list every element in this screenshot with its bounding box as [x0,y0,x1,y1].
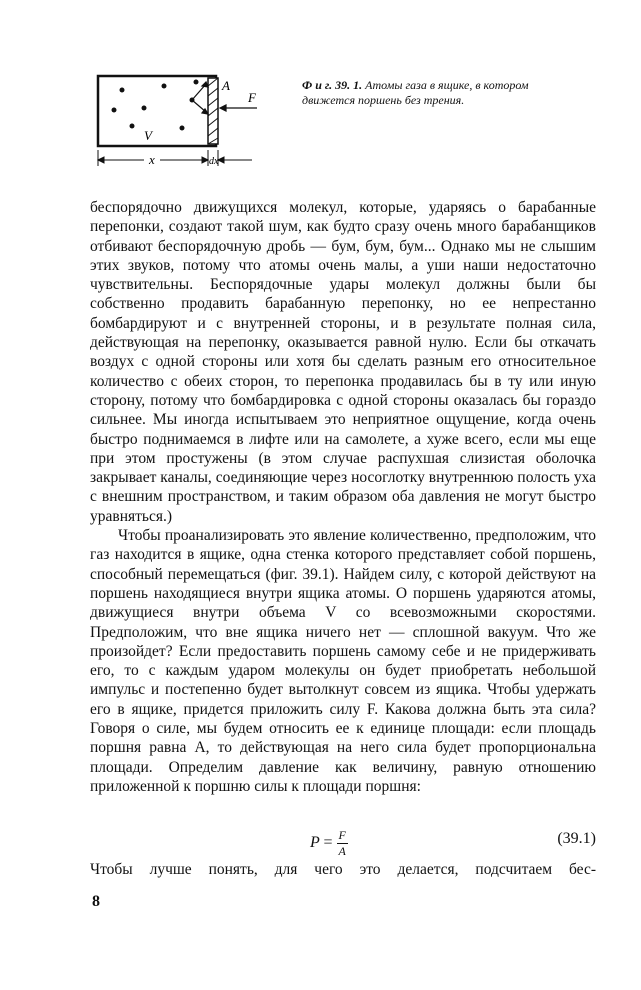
page-number: 8 [92,893,100,910]
equation-denominator: A [338,844,346,858]
continuation-line: Чтобы лучше понять, для чего это делается, подсчитаем бес- [90,861,596,878]
equation-39-1 [90,820,596,860]
equation-number: (39.1) [557,830,596,847]
label-F: F [248,90,256,105]
equation-fraction [337,828,348,859]
equation-numerator: F [338,828,346,842]
label-dx: dx [209,156,219,167]
caption-lead: Ф и г. 39. 1. [302,78,363,92]
caption-text: Атомы газа в ящике, в котором движется поршень без трения. [302,78,529,107]
label-A: A [222,78,230,93]
body-text [90,198,596,796]
piston [208,78,218,144]
equation-sign: = [323,834,333,852]
figure-39-1 [92,68,272,178]
dimension-x [98,150,252,166]
label-V: V [144,128,152,143]
paragraph-1: беспорядочно движущихся молекул, которые, ударяясь о барабанные перепонки, создают такой шум, как будто сразу очень много барабанщиков отбивают беспорядочную дробь — бум, бум, бум... Однако мы не слышим этих звуков, потому что атомы очень малы, а уши наши недостаточно чувствительны. Беспорядочные удары молекул должны были бы собственно продавить барабанную перепонку, но ее непрестанно бомбардируют и с внутренней стороны, и в результате полная сила, действующая на перепонку, оказывается равной нулю. Если бы откачать воздух с одной стороны или хотя бы сделать разным его относительное количество с обеих сторон, то перепонка продавилась бы в ту или иную сторону, потому что бомбардировка с одной стороны оказалась бы гораздо сильнее. Мы иногда испытываем это неприятное ощущение, когда очень быстро поднимаемся в лифте или на самолете, а хуже всего, если мы еще при этом простужены (в этом случае распухшая слизистая оболочка закрывает каналы, соединяющие через носоглотку внутреннюю полость уха с внешним пространством, и таким образом оба давления не могут быстро уравняться.) [90,199,596,525]
gas-box-diagram [92,68,272,178]
force-arrow [220,105,257,111]
equation-lhs: P [310,834,320,852]
figure-caption [302,78,552,108]
gas-molecules [112,80,199,131]
paragraph-2: Чтобы проанализировать это явление количественно, предположим, что газ находится в ящике, одна стенка которого представляет собой поршень, способный перемещаться (фиг. 39.1). Найдем силу, с которой действуют на поршень находящиеся внутри ящика атомы. О поршень ударяются атомы, движущиеся внутри объема V со всевозможными скоростями. Предположим, что вне ящика ничего нет — сплошной вакуум. Что же произойдет? Если предоставить поршень самому себе и не придерживать его, то с каждым ударом молекулы он будет приобретать небольшой импульс и постепенно будет вытолкнут совсем из ящика. Чтобы удержать его в ящике, придется приложить силу F. Какова должна быть эта сила? Говоря о силе, мы будем относить ее к единице площади: если площадь поршня равна A, то действующая на него сила будет пропорциональна площади. Определим давление как величину, равную отношению приложенной к поршню силы к площади поршня: [90,527,596,795]
label-x: x [149,152,155,167]
